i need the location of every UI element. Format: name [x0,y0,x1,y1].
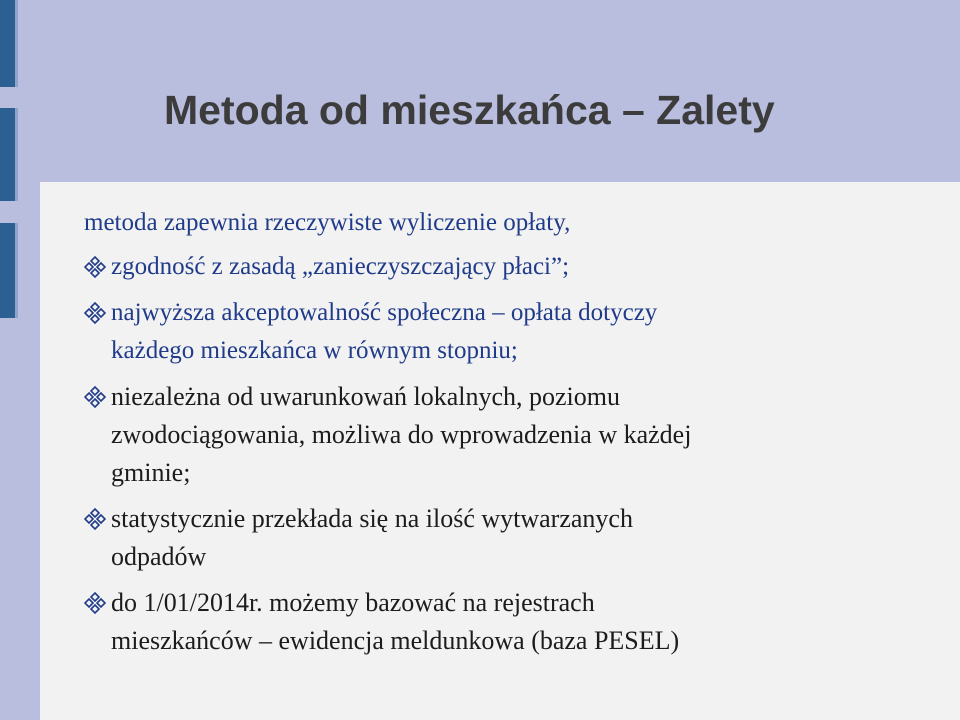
bullet-line: odpadów [111,542,207,571]
bullet-item [84,294,691,370]
four-diamond-bullet-icon [84,592,106,614]
bullet-line: niezależna od uwarunkowań lokalnych, poziomu [111,382,620,411]
left-stripe-top [0,0,18,87]
bullet-line: każdego mieszkańca w równym stopniu; [111,337,518,364]
four-diamond-bullet-icon [84,386,106,408]
left-stripe-bottom [0,223,18,318]
bullet-line: zgodność z zasadą „zanieczyszczający płaci”; [111,253,570,280]
bullet-list [84,248,691,668]
four-diamond-bullet-icon [84,256,106,278]
bullet-line: najwyższa akceptowalność społeczna – opłata dotyczy [111,299,658,326]
left-stripe-middle [0,108,18,201]
bullet-item [84,584,691,660]
bullet-item [84,378,691,492]
bullet-line: mieszkańców – ewidencja meldunkowa (baza PESEL) [111,626,680,655]
bullet-item [84,248,691,286]
four-diamond-bullet-icon [84,508,106,530]
lead-text: metoda zapewnia rzeczywiste wyliczenie opłaty, [84,209,571,236]
bullet-line: zwodociągowania, możliwa do wprowadzenia w każdej [111,420,692,449]
bullet-line: do 1/01/2014r. możemy bazować na rejestrach [111,588,595,617]
four-diamond-bullet-icon [84,302,106,324]
slide-title: Metoda od mieszkańca – Zalety [164,87,775,133]
bullet-item [84,500,691,576]
bullet-line: statystycznie przekłada się na ilość wytwarzanych [111,504,633,533]
bullet-line: gminie; [111,458,191,487]
